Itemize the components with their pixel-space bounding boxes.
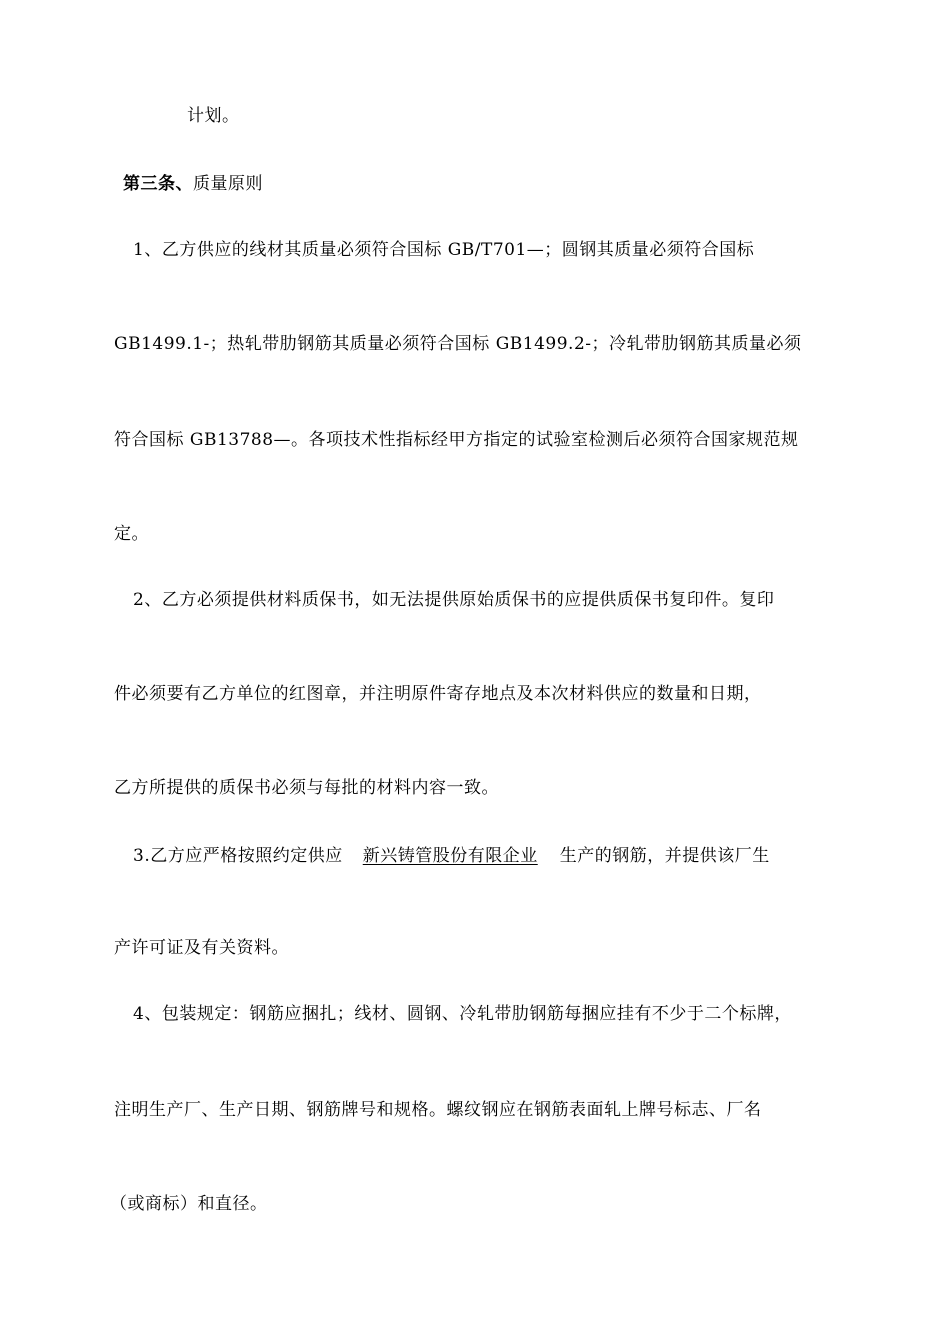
article-heading	[0, 172, 950, 196]
item3-line1	[0, 844, 950, 868]
item4-line1: 4、包装规定：钢筋应捆扎；线材、圆钢、冷轧带肋钢筋每捆应挂有不少于二个标牌，	[133, 1004, 792, 1024]
item1-line1: 1、乙方供应的线材其质量必须符合国标 GB/T701—；圆钢其质量必须符合国标	[133, 240, 755, 260]
article-number: 第三条、	[123, 174, 193, 194]
item1-line2: GB1499.1-；热轧带肋钢筋其质量必须符合国标 GB1499.2-；冷轧带肋钢筋其质量必须	[114, 334, 802, 354]
item2-line3: 乙方所提供的质保书必须与每批的材料内容一致。	[114, 778, 499, 798]
item2-line2: 件必须要有乙方单位的红图章，并注明原件寄存地点及本次材料供应的数量和日期，	[114, 684, 762, 704]
item2-line1: 2、乙方必须提供材料质保书，如无法提供原始质保书的应提供质保书复印件。复印	[133, 590, 775, 610]
item3-line2: 产许可证及有关资料。	[114, 938, 289, 958]
intro-tail	[0, 104, 950, 128]
item3-text-before: 3.乙方应严格按照约定供应	[133, 846, 343, 866]
article-title: 质量原则	[193, 174, 263, 194]
item1-line4: 定。	[114, 524, 149, 544]
item4-line3: （或商标）和直径。	[110, 1194, 268, 1214]
supplier-name-field: 新兴铸管股份有限企业	[362, 846, 538, 866]
item1-line3: 符合国标 GB13788—。各项技术性指标经甲方指定的试验室检测后必须符合国家规范规	[114, 430, 799, 450]
item3-text-after: 生产的钢筋，并提供该厂生	[559, 846, 770, 866]
intro-tail-text: 计划。	[187, 106, 240, 126]
item4-line2: 注明生产厂、生产日期、钢筋牌号和规格。螺纹钢应在钢筋表面轧上牌号标志、厂名	[114, 1100, 762, 1120]
